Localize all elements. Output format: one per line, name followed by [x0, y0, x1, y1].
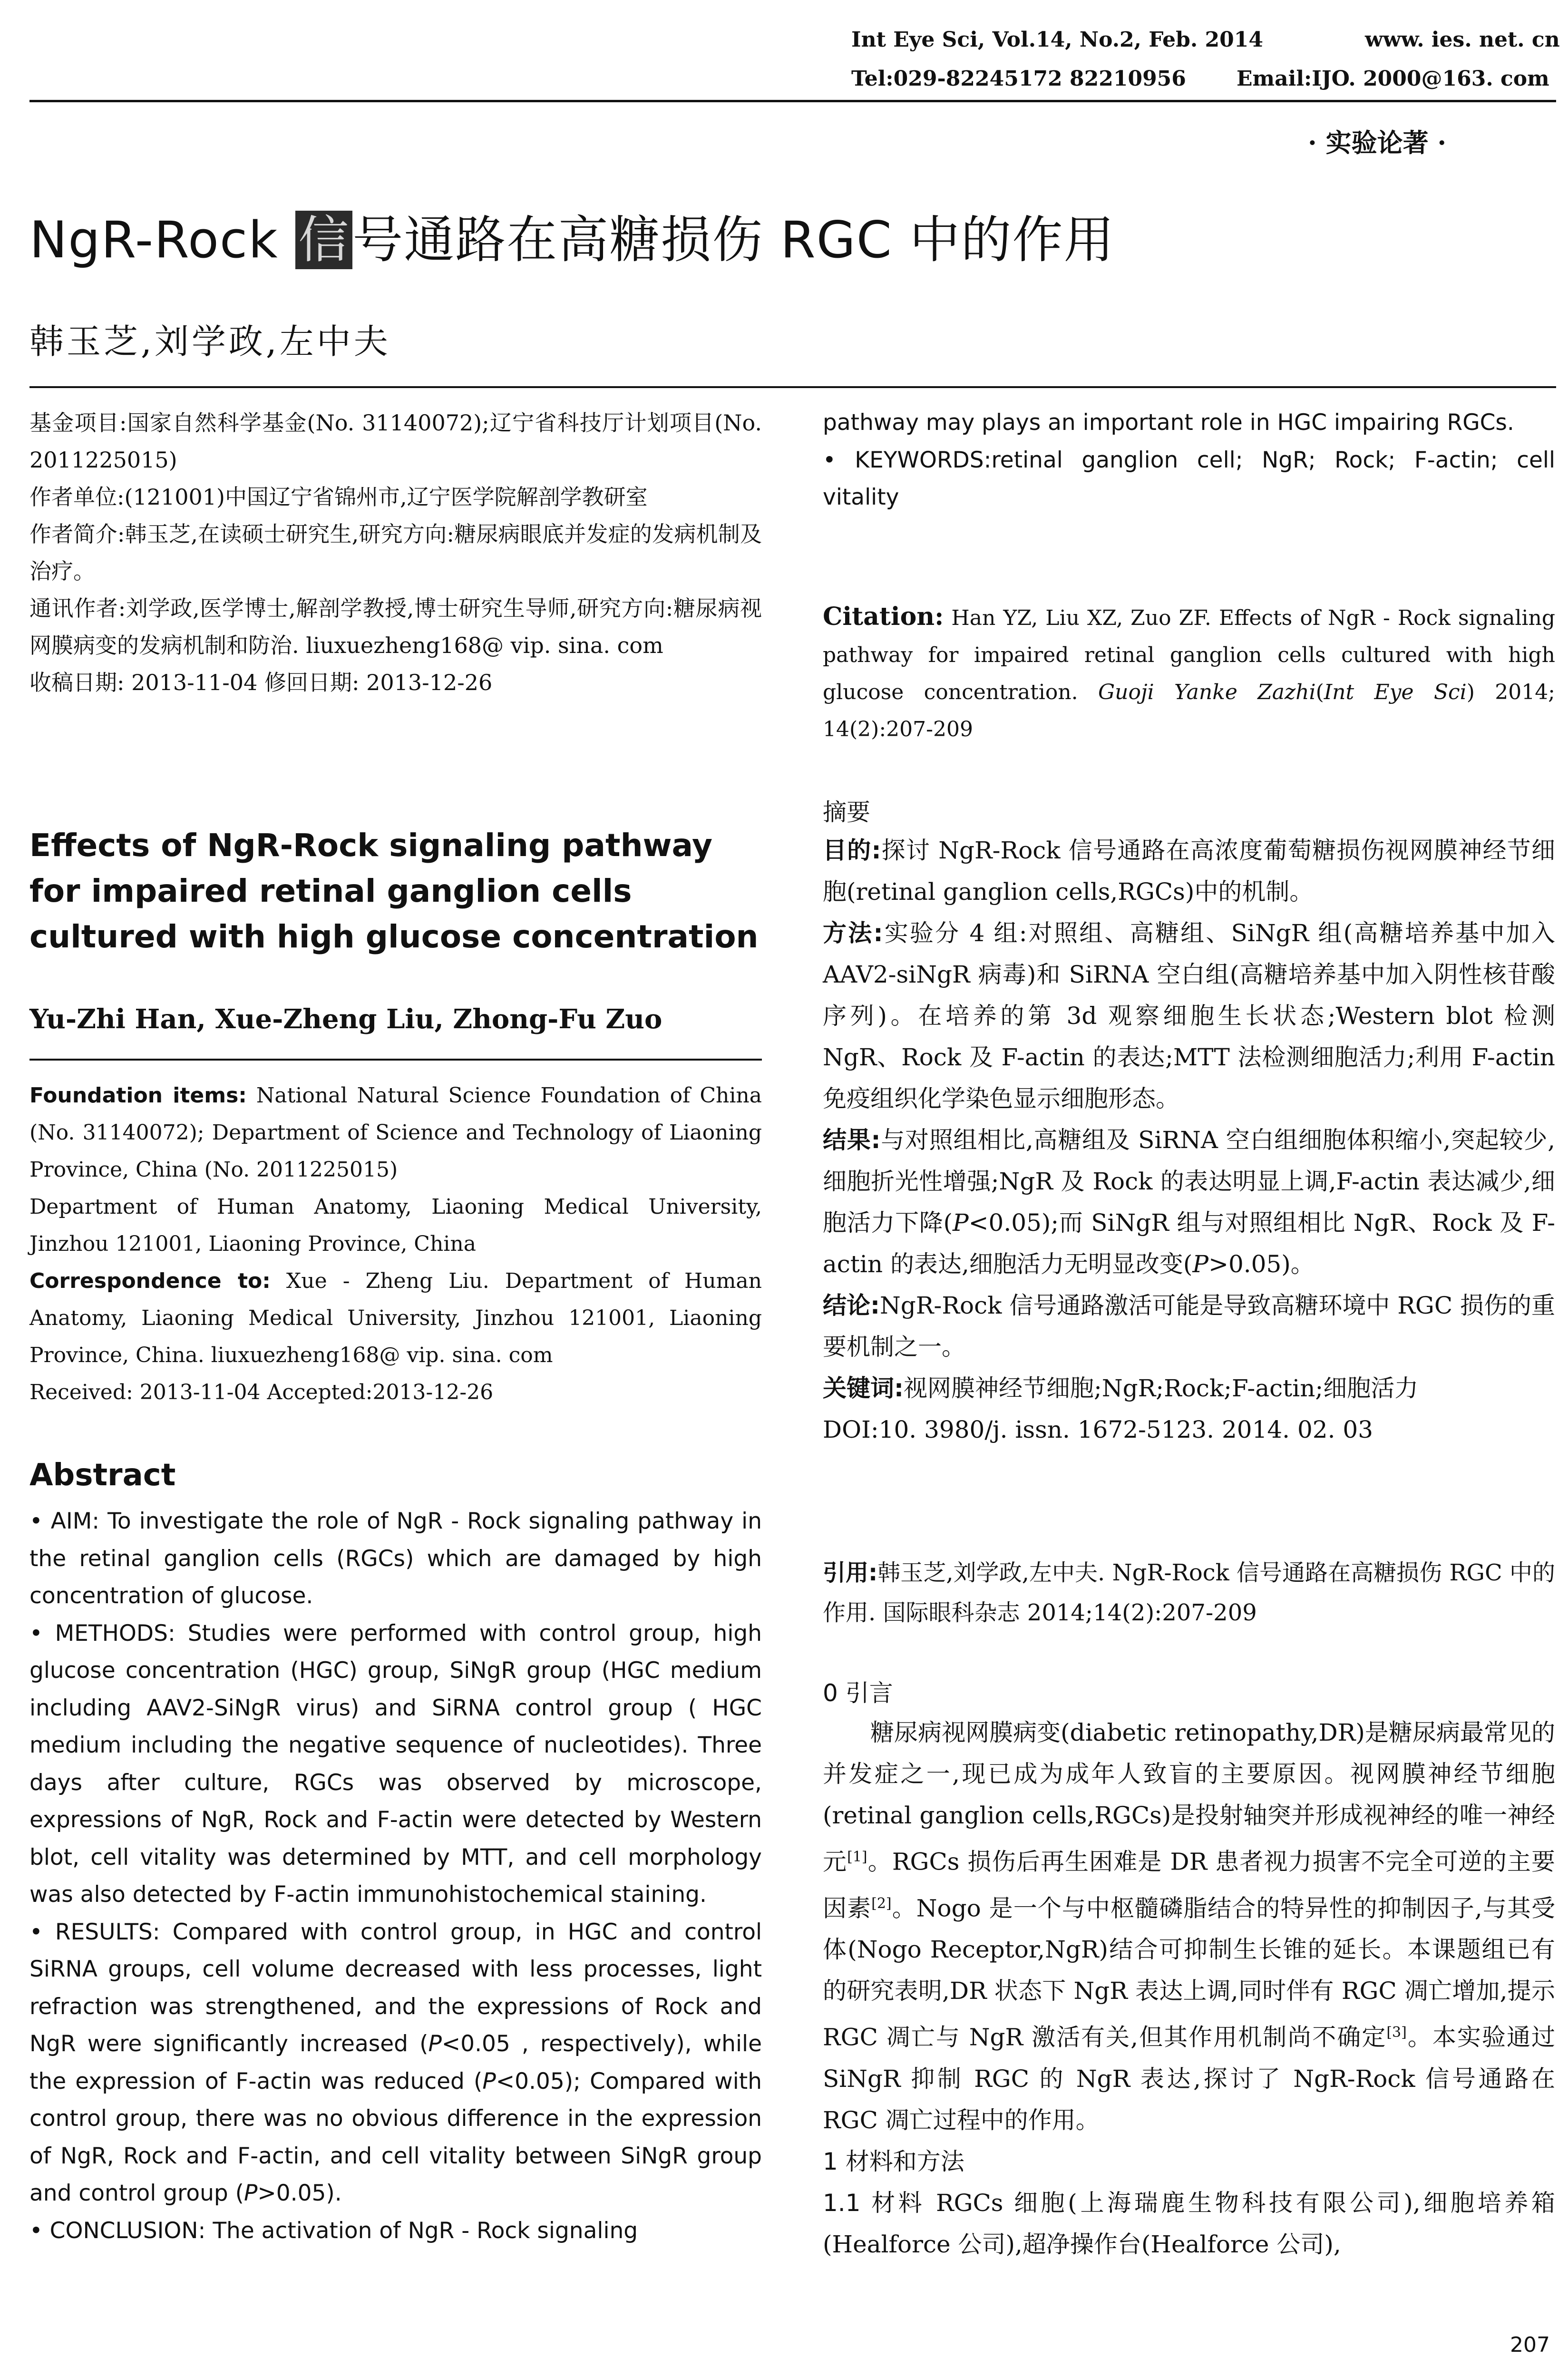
cn-abstract-keywords — [823, 1368, 1555, 1409]
results-label: • RESULTS: — [29, 1919, 160, 1945]
results-text-3: <0.05); Compared with control group, there was no obvious difference in the expression of NgR, Rock and F-actin, and cell vitality between SiNgR group and control group ( — [29, 2068, 762, 2206]
conclusion-label: • CONCLUSION: — [29, 2217, 206, 2244]
cn-meta-author-intro: 作者简介:韩玉芝,在读硕士研究生,研究方向:糖尿病眼底并发症的发病机制及治疗。 — [29, 521, 762, 584]
cn-abstract-conclusion — [823, 1285, 1555, 1368]
cn-results-p-2: P — [1192, 1250, 1209, 1278]
abstract-results — [29, 1914, 762, 2212]
ref-1: [1] — [847, 1849, 867, 1865]
citation-journal-en: Int Eye Sci — [1324, 680, 1467, 704]
cn-results-label: 结果: — [823, 1126, 881, 1154]
abstract-aim — [29, 1503, 762, 1615]
cn-abstract-aim — [823, 830, 1555, 913]
intro-text-2: 。RGCs 损伤后再生困难是 DR 患者视力损害不完全可逆的主要因素 — [823, 1848, 1556, 1922]
cn-aim-text: 探讨 NgR-Rock 信号通路在高浓度葡萄糖损伤视网膜神经节细胞(retinal ganglion cells,RGCs)中的机制。 — [823, 837, 1555, 906]
intro-heading: 0 引言 — [823, 1679, 893, 1707]
results-p-1: P — [428, 2031, 442, 2057]
cn-meta-correspondence: 通讯作者:刘学政,医学博士,解剖学教授,博士研究生导师,研究方向:糖尿病视网膜病变的发病机制和防治. liuxuezheng168@ vip. sina. com — [29, 595, 762, 658]
methods-text: Studies were performed with control group, high glucose concentration (HGC) group, SiNgR group (HGC medium including AAV2-SiNgR virus) and SiRNA control group ( HGC medium including the negative sequence of nucleotides). Three days after culture, RGCs was observed by microscope, expressions of NgR, Rock and F-actin were detected by Western blot, cell vitality was determined by MTT, and cell morphology was also detected by F-actin immunohistochemical staining. — [29, 1620, 762, 1908]
abstract-heading: Abstract — [29, 1458, 176, 1493]
en-meta-foundation — [29, 1077, 762, 1188]
aim-label: • AIM: — [29, 1508, 100, 1534]
materials-paragraph — [823, 2182, 1555, 2265]
authors-cn: 韩玉芝,刘学政,左中夫 — [29, 321, 391, 361]
cn-conclusion-label: 结论: — [823, 1292, 880, 1319]
title-part-2: 号通路在高糖损伤 RGC 中的作用 — [352, 211, 1115, 269]
page-number: 207 — [1510, 2333, 1550, 2357]
abstract-methods — [29, 1615, 762, 1914]
keywords-text: retinal ganglion cell; NgR; Rock; F-actin; cell vitality — [823, 447, 1556, 510]
results-text-2: <0.05 , respectively), while the expression of F-actin was reduced ( — [29, 2031, 762, 2094]
citation-text-3: ) 2014; 14(2):207-209 — [823, 680, 1556, 741]
cn-citation-label: 引用: — [823, 1559, 878, 1586]
ref-2: [2] — [871, 1895, 892, 1912]
en-title: Effects of NgR-Rock signaling pathway for impaired retinal ganglion cells cultured with high glucose concentration — [29, 827, 759, 955]
citation-label: Citation: — [823, 602, 944, 631]
header-rule — [29, 100, 1556, 102]
results-text-4: >0.05). — [257, 2180, 342, 2206]
abstract-conclusion — [29, 2212, 762, 2250]
cn-abstract-results — [823, 1120, 1555, 1285]
citation-text-1: Han YZ, Liu XZ, Zuo ZF. Effects of NgR - Rock signaling pathway for impaired retinal ganglion cells cultured with high glucose concentration. — [823, 606, 1555, 704]
cn-doi: DOI:10. 3980/j. issn. 1672-5123. 2014. 02. 03 — [823, 1416, 1373, 1443]
cn-results-p-1: P — [953, 1209, 969, 1237]
citation-journal: Guoji Yanke Zazhi — [1098, 680, 1316, 704]
cn-meta-dates: 收稿日期: 2013-11-04 修回日期: 2013-12-26 — [29, 670, 493, 695]
cn-conclusion-text: NgR-Rock 信号通路激活可能是导致高糖环境中 RGC 损伤的重要机制之一。 — [823, 1292, 1556, 1361]
en-authors: Yu-Zhi Han, Xue-Zheng Liu, Zhong-Fu Zuo — [29, 1003, 662, 1035]
journal-info: Int Eye Sci, Vol.14, No.2, Feb. 2014 — [851, 28, 1263, 52]
ref-3: [3] — [1386, 2024, 1407, 2041]
keywords-label: • KEYWORDS: — [823, 447, 992, 473]
cn-results-text-2: <0.05);而 SiNgR 组与对照组相比 NgR、Rock 及 F-actin 的表达,细胞活力无明显改变( — [823, 1209, 1555, 1278]
correspondence-label: Correspondence to: — [29, 1269, 271, 1293]
cn-abstract-methods — [823, 913, 1555, 1120]
abstract-keywords — [823, 442, 1555, 516]
cn-meta-foundation: 基金项目:国家自然科学基金(No. 31140072);辽宁省科技厅计划项目(No. 2011225015) — [29, 410, 762, 473]
conclusion-text-right: pathway may plays an important role in HGC impairing RGCs. — [823, 409, 1514, 436]
title-part-1: NgR-Rock — [29, 211, 296, 269]
methods-label: • METHODS: — [29, 1620, 175, 1646]
cn-results-text-3: >0.05)。 — [1208, 1250, 1315, 1278]
journal-email: Email:IJO. 2000@163. com — [1237, 67, 1549, 91]
cn-keywords-text: 视网膜神经节细胞;NgR;Rock;F-actin;细胞活力 — [904, 1374, 1419, 1402]
methods-heading: 1 材料和方法 — [823, 2147, 964, 2175]
title-rule — [29, 386, 1556, 388]
cn-results-text-1: 与对照组相比,高糖组及 SiRNA 空白组细胞体积缩小,突起较少,细胞折光性增强;NgR 及 Rock 的表达明显上调,F-actin 表达减少,细胞活力下降( — [823, 1126, 1555, 1237]
results-p-3: P — [244, 2180, 258, 2206]
cn-meta-affiliation: 作者单位:(121001)中国辽宁省锦州市,辽宁医学院解剖学教研室 — [29, 484, 648, 510]
cn-meta-block — [29, 404, 762, 701]
en-meta-block — [29, 1077, 762, 1411]
journal-website: www. ies. net. cn — [1365, 28, 1560, 52]
authors-rule — [29, 1059, 762, 1061]
en-meta-received: Received: 2013-11-04 Accepted:2013-12-26 — [29, 1380, 494, 1404]
title-boxed-char: 信 — [295, 211, 352, 269]
en-meta-correspondence — [29, 1263, 762, 1374]
cn-methods-label: 方法: — [823, 919, 883, 947]
journal-tel: Tel:029-82245172 82210956 — [851, 67, 1186, 91]
intro-paragraph — [823, 1712, 1555, 2141]
results-text-1: Compared with control group, in HGC and control SiRNA groups, cell volume decreased with less processes, light refraction was strengthened, and the expressions of Rock and NgR were significantly increased ( — [29, 1919, 762, 2057]
conclusion-text-left: The activation of NgR - Rock signaling — [205, 2217, 638, 2244]
section-tag: · 实验论著 · — [1308, 127, 1447, 158]
citation-text-2: ( — [1315, 680, 1324, 704]
en-meta-department: Department of Human Anatomy, Liaoning Medical University, Jinzhou 121001, Liaoning Province, China — [29, 1195, 762, 1256]
page-title-cn — [29, 200, 1115, 272]
correspondence-text: Xue - Zheng Liu. Department of Human Anatomy, Liaoning Medical University, Jinzhou 121001, Liaoning Province, China. liuxuezheng168@ vip. sina. com — [29, 1269, 762, 1367]
cn-aim-label: 目的: — [823, 837, 881, 864]
cn-citation-text: 韩玉芝,刘学政,左中夫. NgR-Rock 信号通路在高糖损伤 RGC 中的作用. 国际眼科杂志 2014;14(2):207-209 — [823, 1559, 1555, 1626]
citation-en — [823, 598, 1555, 748]
materials-text: RGCs 细胞(上海瑞鹿生物科技有限公司),细胞培养箱(Healforce 公司),超净操作台(Healforce 公司), — [823, 2189, 1555, 2258]
foundation-label: Foundation items: — [29, 1083, 247, 1108]
abstract-en — [29, 1503, 762, 2250]
cn-abstract-heading: 摘要 — [823, 799, 870, 826]
intro-body — [823, 1712, 1555, 2265]
intro-text-3: 。Nogo 是一个与中枢髓磷脂结合的特异性的抑制因子,与其受体(Nogo Receptor,NgR)结合可抑制生长锥的延长。本课题组已有的研究表明,DR 状态下 NgR 表达上调,同时伴有 RGC 凋亡增加,提示 RGC 凋亡与 NgR 激活有关,但其作用机制尚不确定 — [823, 1894, 1555, 2051]
cn-abstract — [823, 830, 1555, 1451]
materials-label: 1.1 材料 — [823, 2189, 925, 2217]
abstract-en-continued — [823, 404, 1555, 516]
intro-text-1: 糖尿病视网膜病变(diabetic retinopathy,DR)是糖尿病最常见的并发症之一,现已成为成年人致盲的主要原因。视网膜神经节细胞(retinal ganglion cells,RGCs)是投射轴突并形成视神经的唯一神经元 — [823, 1719, 1555, 1876]
cn-keywords-label: 关键词: — [823, 1374, 904, 1402]
aim-text: To investigate the role of NgR - Rock signaling pathway in the retinal ganglion cells (RGCs) which are damaged by high concentration of glucose. — [29, 1508, 762, 1609]
cn-methods-text: 实验分 4 组:对照组、高糖组、SiNgR 组(高糖培养基中加入 AAV2-siNgR 病毒)和 SiRNA 空白组(高糖培养基中加入阴性核苷酸序列)。在培养的第 3d 观察细胞生长状态;Western blot 检测 NgR、Rock 及 F-actin 的表达;MTT 法检测细胞活力;利用 F-actin 免疫组织化学染色显示细胞形态。 — [823, 919, 1555, 1112]
intro-text-4: 。本实验通过 SiNgR 抑制 RGC 的 NgR 表达,探讨了 NgR-Rock 信号通路在 RGC 凋亡过程中的作用。 — [823, 2023, 1555, 2134]
cn-citation — [823, 1553, 1555, 1633]
foundation-text: National Natural Science Foundation of China (No. 31140072); Department of Science and Technology of Liaoning Province, China (No. 2011225015) — [29, 1083, 762, 1182]
results-p-2: P — [482, 2068, 496, 2094]
